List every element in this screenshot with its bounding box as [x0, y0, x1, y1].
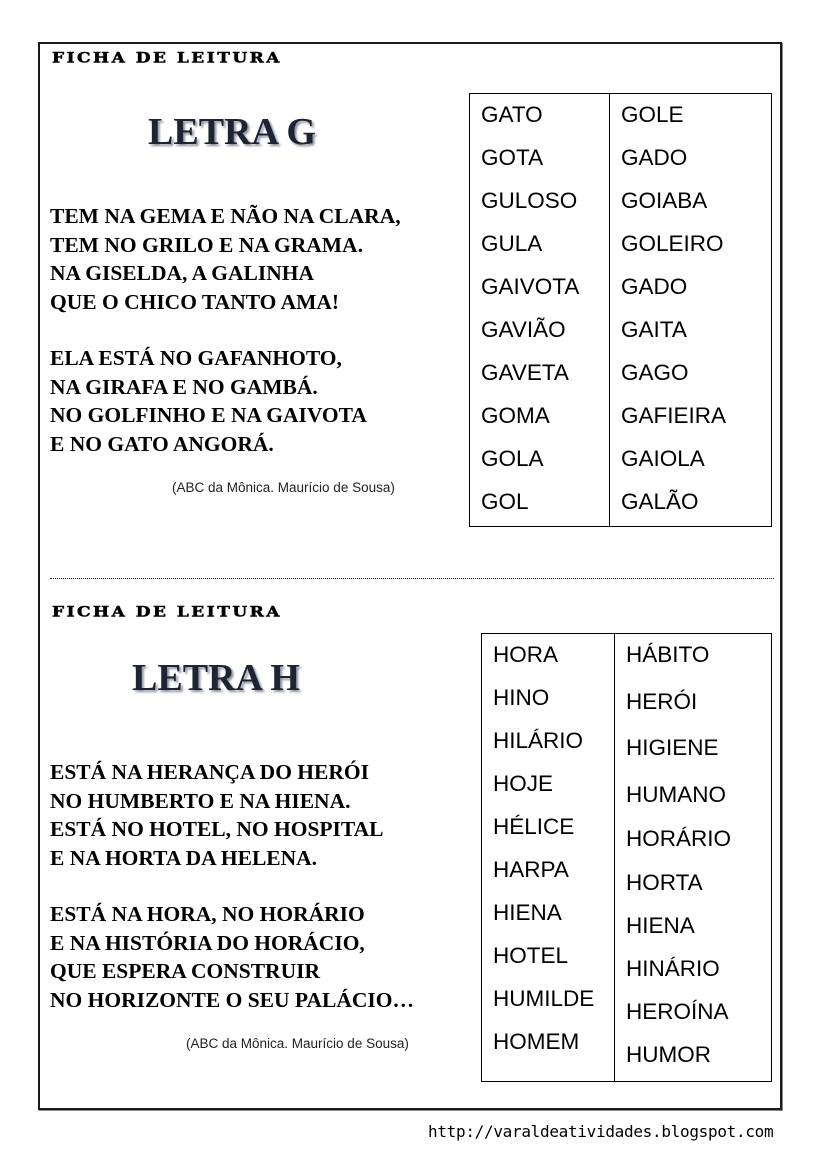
word-cell: GOTA — [481, 145, 544, 170]
poem-h — [50, 758, 414, 1014]
word-cell: HÁBITO — [626, 642, 710, 667]
poem-line: TEM NA GEMA E NÃO NA CLARA, — [50, 204, 401, 228]
word-cell: GULOSO — [481, 188, 578, 213]
word-cell: HORTA — [626, 870, 703, 895]
poem-line: ESTÁ NA HERANÇA DO HERÓI — [50, 760, 369, 784]
word-cell: GOL — [481, 489, 529, 514]
poem-h-stanza-2 — [50, 900, 414, 1014]
word-cell: HEROÍNA — [626, 999, 729, 1024]
poem-line: NO GOLFINHO E NA GAIVOTA — [50, 403, 367, 427]
word-column-right — [610, 94, 771, 526]
poem-line: NO HUMBERTO E NA HIENA. — [50, 788, 351, 813]
poem-line: E NO GATO ANGORÁ. — [50, 431, 274, 456]
word-cell: GAFIEIRA — [621, 403, 727, 428]
poem-line: NO HORIZONTE O SEU PALÁCIO… — [50, 987, 414, 1012]
word-cell: HUMILDE — [493, 986, 595, 1011]
word-cell: HOTEL — [493, 943, 569, 968]
word-cell: GOIABA — [621, 188, 708, 213]
word-cell: GADO — [621, 145, 688, 170]
word-cell: HINÁRIO — [626, 956, 720, 981]
word-cell: HIENA — [493, 900, 562, 925]
poem-line: QUE O CHICO TANTO AMA! — [50, 289, 340, 314]
word-cell: HÉLICE — [493, 814, 575, 839]
poem-line: E NA HISTÓRIA DO HORÁCIO, — [50, 930, 365, 955]
word-table-g — [469, 93, 772, 527]
word-cell: GULA — [481, 231, 543, 256]
ficha-title-h: FICHA DE LEITURA — [52, 604, 282, 621]
poem-h-stanza-1 — [50, 758, 414, 872]
word-column-left — [482, 634, 615, 1081]
word-cell: HORA — [493, 642, 559, 667]
word-cell: GOLE — [621, 102, 684, 127]
word-cell: HINO — [493, 685, 550, 710]
ficha-title-g: FICHA DE LEITURA — [52, 50, 282, 67]
poem-line: ESTÁ NA HORA, NO HORÁRIO — [50, 902, 365, 926]
word-cell: GAGO — [621, 360, 689, 385]
word-cell: HIGIENE — [626, 735, 719, 760]
credit-g: (ABC da Mônica. Maurício de Sousa) — [172, 480, 395, 495]
word-cell: GOLEIRO — [621, 231, 724, 256]
word-cell: GOMA — [481, 403, 550, 428]
footer-url[interactable]: http://varaldeatividades.blogspot.com — [428, 1122, 774, 1141]
credit-h: (ABC da Mônica. Maurício de Sousa) — [186, 1036, 409, 1051]
word-cell: GATO — [481, 102, 543, 127]
word-cell: GAVIÃO — [481, 317, 566, 342]
word-column-left — [470, 94, 610, 526]
word-cell: HIENA — [626, 913, 695, 938]
poem-line: TEM NO GRILO E NA GRAMA. — [50, 232, 363, 257]
word-cell: GAITA — [621, 317, 687, 342]
word-cell: HUMANO — [626, 782, 726, 807]
section-divider — [50, 578, 774, 579]
poem-g — [50, 202, 401, 458]
poem-line: NA GIRAFA E NO GAMBÁ. — [50, 374, 318, 399]
poem-line: ESTÁ NO HOTEL, NO HOSPITAL — [50, 817, 384, 841]
poem-line: NA GISELDA, A GALINHA — [50, 261, 315, 285]
poem-g-stanza-1 — [50, 202, 401, 316]
word-column-right — [615, 634, 771, 1081]
letter-title-g: LETRA G — [148, 111, 316, 153]
poem-line: ELA ESTÁ NO GAFANHOTO, — [50, 346, 342, 370]
word-cell: GAVETA — [481, 360, 569, 385]
word-cell: GAIOLA — [621, 446, 705, 471]
word-cell: GAIVOTA — [481, 274, 580, 299]
poem-line: QUE ESPERA CONSTRUIR — [50, 959, 320, 983]
word-table-h — [481, 633, 772, 1082]
word-cell: HOMEM — [493, 1029, 580, 1054]
word-cell: HARPA — [493, 857, 569, 882]
word-cell: HORÁRIO — [626, 826, 732, 851]
word-cell: HUMOR — [626, 1042, 711, 1067]
letter-title-h: LETRA H — [132, 657, 300, 699]
word-cell: HILÁRIO — [493, 728, 584, 753]
poem-g-stanza-2 — [50, 344, 401, 458]
word-cell: GOLA — [481, 446, 544, 471]
word-cell: GADO — [621, 274, 688, 299]
poem-line: E NA HORTA DA HELENA. — [50, 845, 318, 870]
word-cell: HERÓI — [626, 689, 698, 714]
word-cell: HOJE — [493, 771, 554, 796]
word-cell: GALÃO — [621, 489, 699, 514]
